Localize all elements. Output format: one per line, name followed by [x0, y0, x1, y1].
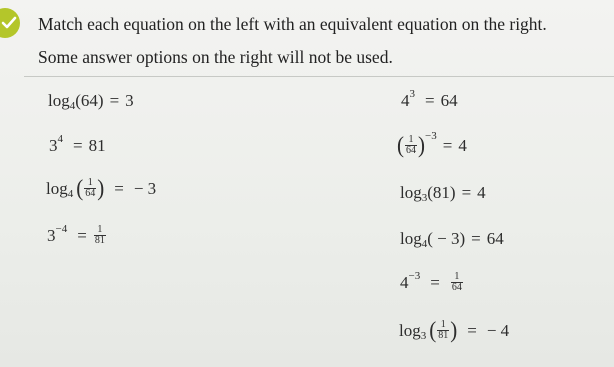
log-fn: log — [400, 229, 422, 248]
log-base: 3 — [420, 329, 427, 342]
power-exponent: 4 — [57, 133, 63, 145]
log-base: 4 — [421, 238, 428, 250]
rhs-value: 4 — [458, 135, 467, 155]
fraction: $\frac{1}{64}$ — [451, 271, 462, 293]
log-argument: ( − 3) — [427, 229, 466, 248]
power-base: 3 — [47, 225, 56, 245]
instruction-line-2: Some answer options on the right will not be used. — [38, 47, 393, 67]
rhs-value: 81 — [88, 136, 106, 155]
equals-sign: = — [425, 91, 435, 110]
power-base: 4 — [400, 272, 409, 292]
equals-sign: = — [430, 272, 440, 292]
equals-sign: = — [467, 320, 477, 340]
power-base: 4 — [401, 91, 410, 110]
log-fn: log — [48, 91, 70, 110]
equals-sign: = — [77, 225, 87, 245]
equals-sign: = — [109, 91, 120, 110]
right-option-1[interactable] — [401, 88, 458, 111]
log-base: 3 — [421, 192, 428, 204]
equals-sign: = — [442, 135, 453, 155]
left-equation-4[interactable] — [47, 222, 107, 246]
log-argument: (64) — [75, 91, 104, 110]
right-option-6[interactable]: log 3 ( $\frac{1}{81}$ ) = − 4 — [399, 316, 510, 344]
right-option-2[interactable]: ( $\frac{1}{64}$ ) −3 = 4 — [397, 129, 467, 159]
log-fn: log — [46, 178, 68, 198]
equals-sign: = — [461, 183, 472, 202]
left-equation-1[interactable] — [48, 91, 134, 111]
equals-sign: = — [73, 136, 83, 155]
right-option-3[interactable] — [400, 183, 486, 203]
power-exponent: 3 — [409, 88, 415, 100]
fraction: $\frac{1}{64}$ — [406, 134, 416, 156]
checkmark-icon — [0, 8, 20, 38]
rhs-value: 64 — [440, 91, 458, 110]
power-exponent: −4 — [55, 222, 68, 235]
equals-sign: = — [114, 178, 124, 198]
instruction-line-1: Match each equation on the left with an equivalent equation on the right. — [38, 14, 547, 34]
left-equation-2[interactable] — [49, 133, 106, 156]
log-fn: log — [399, 320, 421, 340]
fraction: $\frac{1}{81}$ — [94, 224, 105, 246]
rhs-value: 64 — [486, 229, 504, 248]
rhs-value: − 4 — [486, 320, 510, 340]
right-option-5[interactable] — [400, 269, 464, 293]
power-base: 3 — [49, 136, 58, 155]
divider — [24, 76, 614, 77]
left-equation-3[interactable]: log 4 ( $\frac{1}{64}$ ) = − 3 — [46, 174, 157, 202]
log-base: 4 — [67, 187, 74, 200]
log-fn: log — [400, 183, 422, 202]
fraction: $\frac{1}{81}$ — [438, 319, 449, 341]
rhs-value: 3 — [125, 91, 134, 110]
power-exponent: −3 — [425, 129, 437, 142]
rhs-value: 4 — [477, 183, 486, 202]
log-argument: (81) — [427, 183, 456, 202]
right-option-4[interactable] — [400, 229, 504, 249]
equals-sign: = — [471, 229, 481, 248]
fraction: $\frac{1}{64}$ — [85, 177, 96, 199]
power-exponent: −3 — [408, 269, 421, 282]
log-base: 4 — [69, 100, 76, 112]
rhs-value: − 3 — [133, 178, 157, 198]
